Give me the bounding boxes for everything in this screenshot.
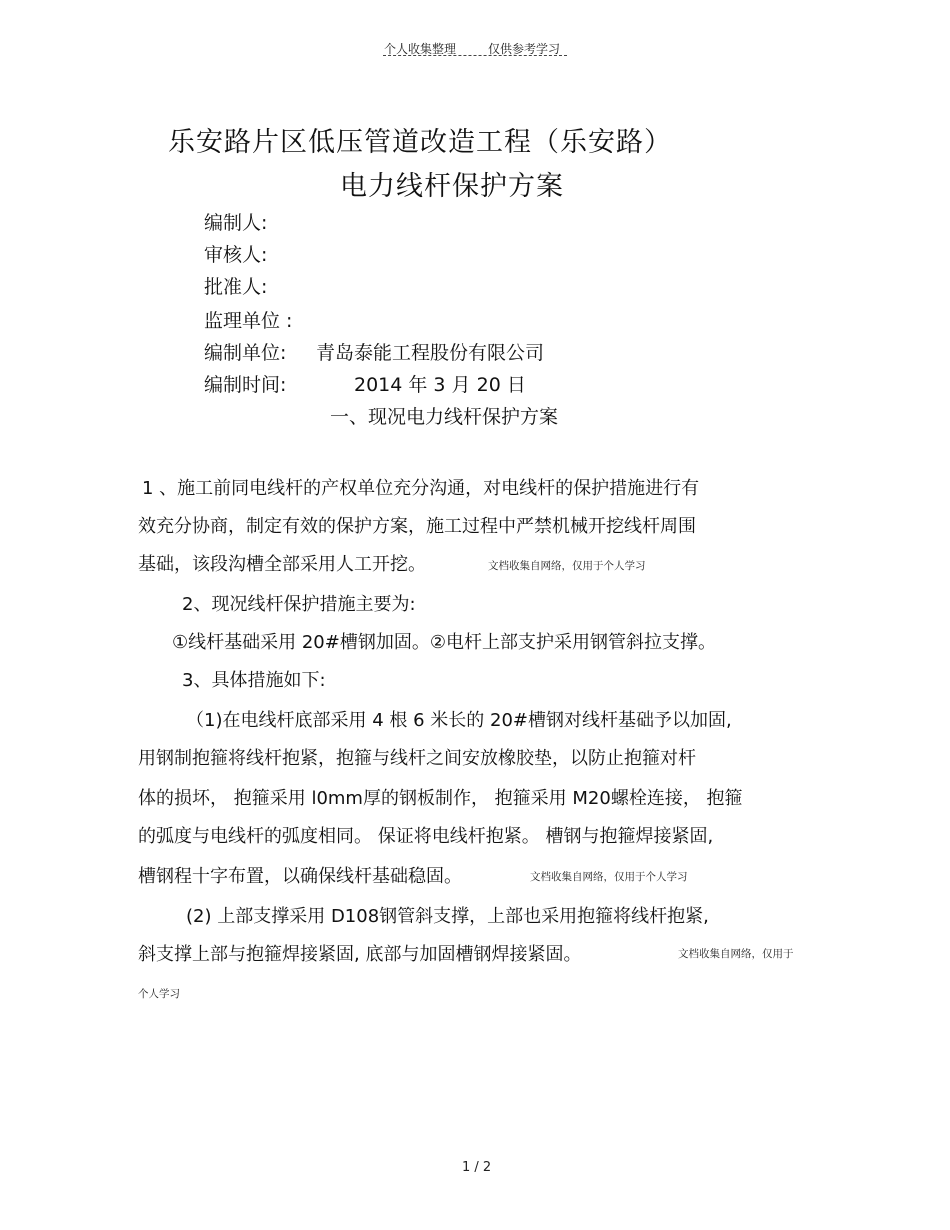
paragraph-1-line-3: 基础，该段沟槽全部采用人工开挖。 — [138, 554, 426, 575]
header-left: 个人收集整理 — [384, 42, 457, 56]
paragraph-1-line-2: 效充分协商，制定有效的保护方案，施工过程中严禁机械开挖线杆周围 — [138, 516, 696, 537]
document-title: 乐安路片区低压管道改造工程（乐安路） — [168, 127, 672, 158]
paragraph-2: 2、现况线杆保护措施主要为: — [182, 594, 416, 615]
paragraph-2-detail: ①线杆基础采用 20#槽钢加固。②电杆上部支护采用钢管斜拉支撑。 — [172, 632, 716, 653]
unit-value: 青岛泰能工程股份有限公司 — [316, 342, 545, 364]
paragraph-5-line-3: 个人学习 — [138, 988, 180, 1000]
source-note-1: 文档收集自网络，仅用于个人学习 — [488, 560, 646, 572]
paragraph-1-line-1: 1 、施工前同电线杆的产权单位充分沟通，对电线杆的保护措施进行有 — [142, 478, 700, 499]
supervisor-label: 监理单位 : — [204, 310, 293, 332]
paragraph-4-line-1: （1)在电线杆底部采用 4 根 6 米长的 20#槽钢对线杆基础予以加固, — [186, 710, 732, 731]
paragraph-4-line-4: 的弧度与电线杆的弧度相同。 保证将电线杆抱紧。 槽钢与抱箍焊接紧固, — [138, 826, 714, 847]
date-value: 2014 年 3 月 20 日 — [354, 374, 526, 396]
header-right: 仅供参考学习 — [488, 42, 561, 56]
source-note-2: 文档收集自网络，仅用于个人学习 — [530, 871, 688, 883]
approver-label: 批准人: — [204, 276, 268, 298]
paragraph-5-line-1: (2) 上部支撑采用 D108钢管斜支撑，上部也采用抱箍将线杆抱紧, — [186, 906, 709, 927]
header-divider — [383, 55, 567, 56]
section-heading: 一、现况电力线杆保护方案 — [330, 406, 559, 428]
date-label: 编制时间: — [204, 374, 287, 396]
reviewer-label: 审核人: — [204, 244, 268, 266]
unit-label: 编制单位: — [204, 342, 287, 364]
paragraph-4-line-3: 体的损坏， 抱箍采用 l0mm厚的钢板制作， 抱箍采用 M20螺栓连接， 抱箍 — [138, 788, 743, 809]
paragraph-5-line-2: 斜支撑上部与抱箍焊接紧固, 底部与加固槽钢焊接紧固。 — [138, 944, 582, 965]
paragraph-4-line-5: 槽钢程十字布置，以确保线杆基础稳固。 — [138, 866, 462, 887]
compiler-label: 编制人: — [204, 212, 268, 234]
document-subtitle: 电力线杆保护方案 — [340, 171, 564, 202]
paragraph-3: 3、具体措施如下: — [182, 670, 326, 691]
paragraph-4-line-2: 用钢制抱箍将线杆抱紧，抱箍与线杆之间安放橡胶垫，以防止抱箍对杆 — [138, 748, 696, 769]
page-number: 1 / 2 — [462, 1160, 492, 1175]
source-note-3: 文档收集自网络，仅用于 — [678, 948, 794, 960]
